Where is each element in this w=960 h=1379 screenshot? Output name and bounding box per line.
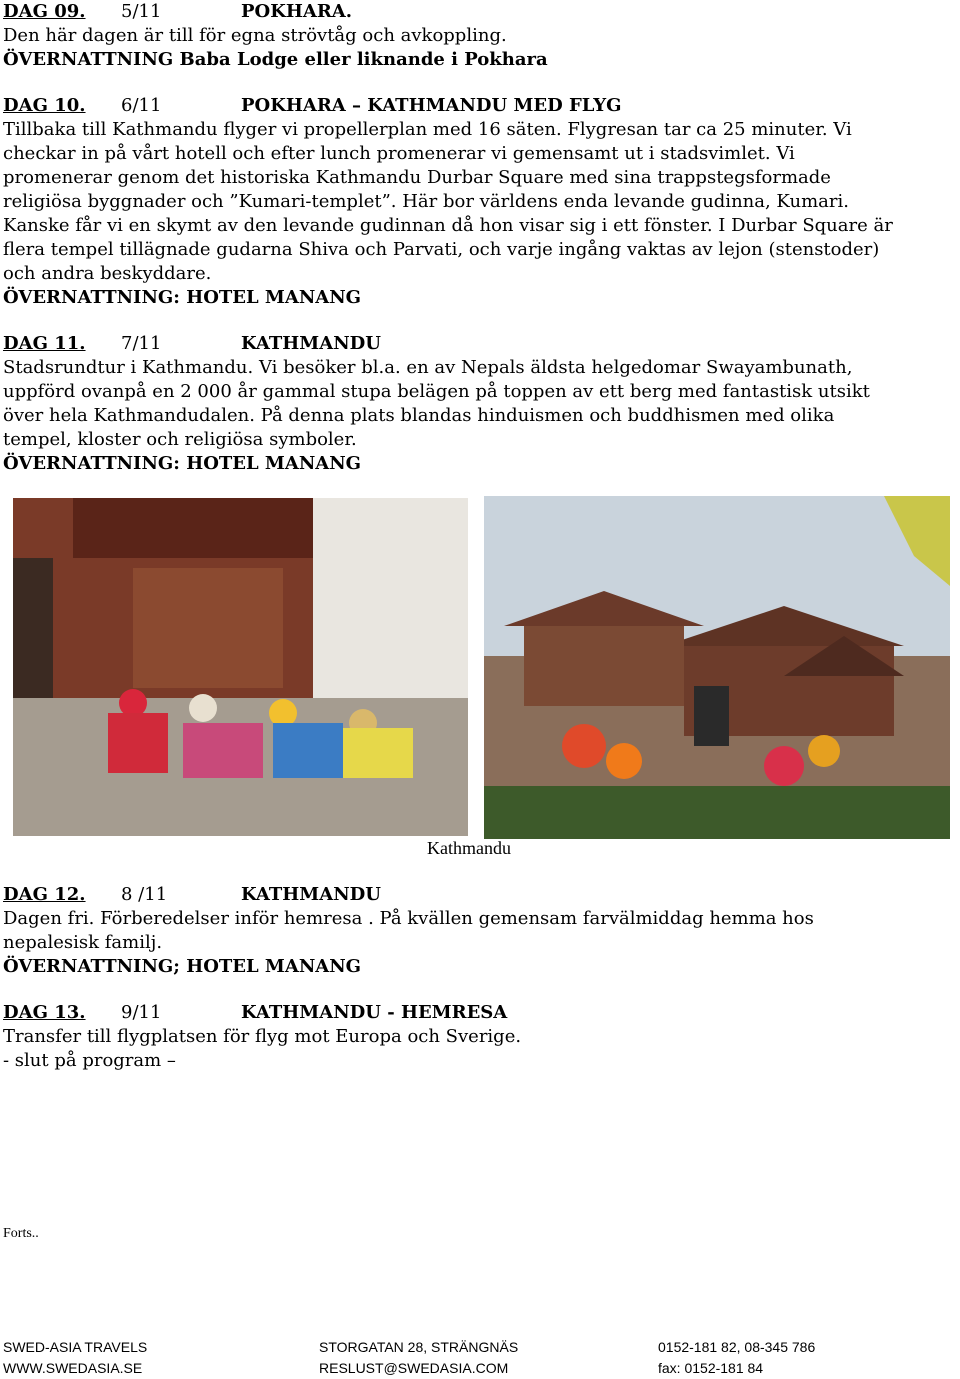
day-heading <box>3 94 955 118</box>
overnight-note: ÖVERNATTNING: HOTEL MANANG <box>3 453 362 474</box>
day-text: promenerar genom det historiska Kathmandu Durbar Square med sina trappstegsformade <box>3 167 831 188</box>
company-fax: fax: 0152-181 84 <box>658 1360 764 1376</box>
day-number: DAG 11. <box>3 333 86 354</box>
day-date: 8 /11 <box>121 884 168 905</box>
overnight-note: ÖVERNATTNING; HOTEL MANANG <box>3 956 362 977</box>
day-text: Stadsrundtur i Kathmandu. Vi besöker bl.a. en av Nepals äldsta helgedomar Swayambunath, <box>3 357 853 378</box>
overnight-note: ÖVERNATTNING: HOTEL MANANG <box>3 287 362 308</box>
day-title: POKHARA – KATHMANDU MED FLYG <box>241 95 622 116</box>
day-text: över hela Kathmandudalen. På denna plats blandas hinduismen och buddhismen med olika <box>3 405 835 426</box>
day-number: DAG 09. <box>3 1 86 22</box>
day-10 <box>3 94 955 310</box>
day-heading <box>3 0 955 24</box>
day-text: checkar in på vårt hotell och efter lunch promenerar vi gemensamt ut i stadsvimlet. Vi <box>3 143 795 164</box>
photo-row <box>13 496 950 839</box>
day-12 <box>3 883 955 979</box>
day-date: 5/11 <box>121 1 162 22</box>
day-text: Kanske får vi en skymt av den levande gudinnan då hon visar sig i ett fönster. I Durbar Square är <box>3 215 893 236</box>
day-text: tempel, kloster och religiösa symboler. <box>3 429 357 450</box>
day-text: Tillbaka till Kathmandu flyger vi propellerplan med 16 säten. Flygresan tar ca 25 minuter. Vi <box>3 119 852 140</box>
day-text: Dagen fri. Förberedelser inför hemresa . På kvällen gemensam farvälmiddag hemma hos <box>3 908 814 929</box>
day-text: - slut på program – <box>3 1050 176 1071</box>
page-footer <box>3 1337 943 1379</box>
footer-row <box>3 1358 943 1379</box>
day-date: 7/11 <box>121 333 162 354</box>
company-phone: 0152-181 82, 08-345 786 <box>658 1339 816 1355</box>
day-date: 9/11 <box>121 1002 162 1023</box>
photo-courtyard-women <box>13 498 468 836</box>
day-text: uppförd ovanpå en 2 000 år gammal stupa belägen på toppen av ett berg med fantastisk utsikt <box>3 381 870 402</box>
day-heading <box>3 1001 955 1025</box>
day-text: och andra beskyddare. <box>3 263 212 284</box>
day-title: KATHMANDU - HEMRESA <box>241 1002 508 1023</box>
day-09 <box>3 0 955 72</box>
day-heading <box>3 883 955 907</box>
itinerary-continued <box>3 883 955 1073</box>
day-text: flera tempel tillägnade gudarna Shiva och Parvati, och varje ingång vaktas av lejon (stenstoder) <box>3 239 880 260</box>
photo-caption: Kathmandu <box>427 838 511 858</box>
day-title: POKHARA. <box>241 1 353 22</box>
day-title: KATHMANDU <box>241 884 381 905</box>
company-website-link[interactable]: WWW.SWEDASIA.SE <box>3 1360 143 1376</box>
day-number: DAG 13. <box>3 1002 86 1023</box>
photo-durbar-square <box>484 496 950 839</box>
company-name: SWED-ASIA TRAVELS <box>3 1339 148 1355</box>
day-text: Den här dagen är till för egna strövtåg och avkoppling. <box>3 25 507 46</box>
continued-note: Forts.. <box>3 1226 39 1241</box>
day-number: DAG 12. <box>3 884 86 905</box>
company-email-link[interactable]: RESLUST@SWEDASIA.COM <box>319 1360 509 1376</box>
day-text: nepalesisk familj. <box>3 932 163 953</box>
day-title: KATHMANDU <box>241 333 381 354</box>
footer-row <box>3 1337 943 1358</box>
day-number: DAG 10. <box>3 95 86 116</box>
day-text: Transfer till flygplatsen för flyg mot Europa och Sverige. <box>3 1026 522 1047</box>
itinerary <box>3 0 955 476</box>
company-address: STORGATAN 28, STRÄNGNÄS <box>319 1339 519 1355</box>
day-heading <box>3 332 955 356</box>
day-11 <box>3 332 955 476</box>
day-text: religiösa byggnader och ”Kumari-templet”. Här bor världens enda levande gudinna, Kumari. <box>3 191 849 212</box>
overnight-note: ÖVERNATTNING Baba Lodge eller liknande i Pokhara <box>3 49 548 70</box>
day-13 <box>3 1001 955 1073</box>
day-date: 6/11 <box>121 95 162 116</box>
